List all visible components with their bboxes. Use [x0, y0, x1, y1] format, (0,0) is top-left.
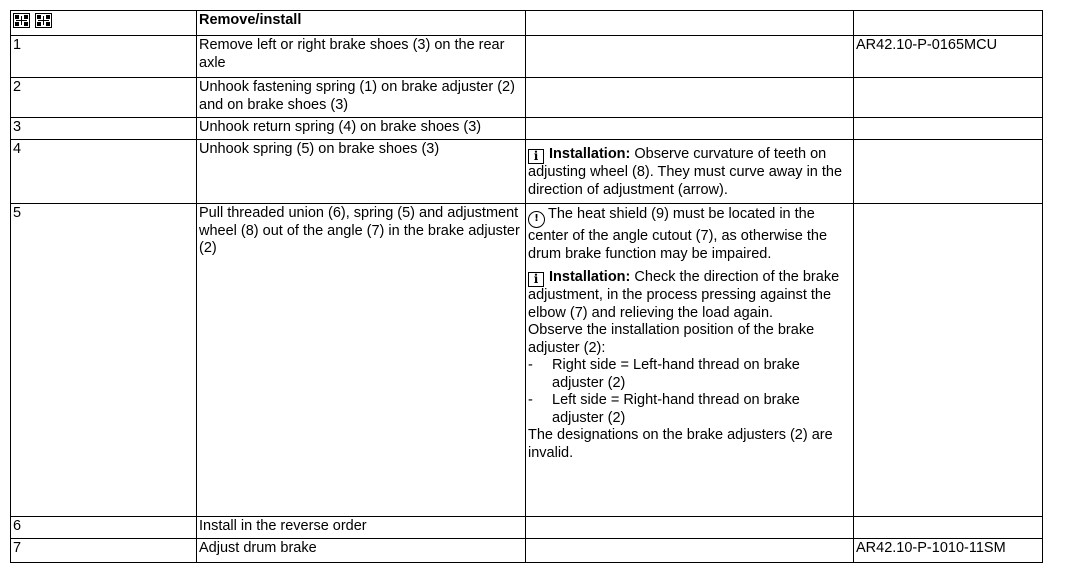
step-reference-link[interactable]: AR42.10-P-0165MCU — [854, 36, 1043, 78]
procedure-table — [10, 10, 1043, 563]
warning-note — [528, 206, 850, 263]
bullet-list — [528, 357, 850, 427]
info-icon: i — [528, 149, 544, 164]
step-number: 1 — [11, 36, 197, 78]
risk-of-damage-icon: ! — [528, 211, 545, 228]
expand-icon[interactable] — [13, 13, 30, 28]
step-number: 6 — [11, 517, 197, 539]
installation-note — [528, 269, 850, 322]
warning-text: The heat shield (9) must be located in the center of the angle cutout (7), as otherwise the drum brake function may be impaired. — [528, 206, 828, 262]
header-notes-cell — [526, 11, 854, 36]
step-number: 2 — [11, 78, 197, 118]
step-number: 3 — [11, 118, 197, 140]
header-title: Remove/install — [197, 11, 526, 36]
installation-label: Installation: — [549, 269, 631, 285]
table-row — [11, 539, 1043, 563]
step-notes — [526, 118, 854, 140]
table-row — [11, 78, 1043, 118]
table-row — [11, 36, 1043, 78]
designation-note-text: The designations on the brake adjusters (2) are invalid. — [528, 427, 833, 461]
step-notes — [526, 539, 854, 563]
step-notes — [526, 204, 854, 517]
header-ref-cell — [854, 11, 1043, 36]
step-reference — [854, 118, 1043, 140]
list-item: - Left side = Right-hand thread on brake adjuster (2) — [528, 392, 850, 427]
installation-text: Check the direction of the brake adjustment, in the process pressing against the elbow (7) and relieving the load again. — [528, 269, 840, 321]
list-item: - Right side = Left-hand thread on brake adjuster (2) — [528, 357, 850, 392]
installation-note — [528, 146, 850, 199]
step-reference — [854, 140, 1043, 204]
step-action: Install in the reverse order — [197, 517, 526, 539]
step-notes — [526, 140, 854, 204]
step-number: 4 — [11, 140, 197, 204]
step-action: Remove left or right brake shoes (3) on the rear axle — [197, 36, 526, 78]
installation-label: Installation: — [549, 146, 631, 162]
header-icons-cell — [11, 11, 197, 36]
table-row — [11, 118, 1043, 140]
step-reference — [854, 517, 1043, 539]
table-row — [11, 204, 1043, 517]
step-action: Unhook return spring (4) on brake shoes (3) — [197, 118, 526, 140]
info-icon: i — [528, 272, 544, 287]
step-action: Adjust drum brake — [197, 539, 526, 563]
step-reference — [854, 78, 1043, 118]
step-number: 5 — [11, 204, 197, 517]
installation-text: Observe curvature of teeth on adjusting wheel (8). They must curve away in the direction of adjustment (arrow). — [528, 146, 843, 198]
step-notes — [526, 78, 854, 118]
step-notes — [526, 36, 854, 78]
step-action: Pull threaded union (6), spring (5) and adjustment wheel (8) out of the angle (7) in the brake adjuster (2) — [197, 204, 526, 517]
step-reference-link[interactable]: AR42.10-P-1010-11SM — [854, 539, 1043, 563]
table-row — [11, 517, 1043, 539]
step-action: Unhook spring (5) on brake shoes (3) — [197, 140, 526, 204]
step-reference — [854, 204, 1043, 517]
table-header-row — [11, 11, 1043, 36]
step-notes — [526, 517, 854, 539]
table-row — [11, 140, 1043, 204]
collapse-icon[interactable] — [35, 13, 52, 28]
installation-position-text: Observe the installation position of the brake adjuster (2): — [528, 322, 815, 356]
step-action: Unhook fastening spring (1) on brake adjuster (2) and on brake shoes (3) — [197, 78, 526, 118]
step-number: 7 — [11, 539, 197, 563]
